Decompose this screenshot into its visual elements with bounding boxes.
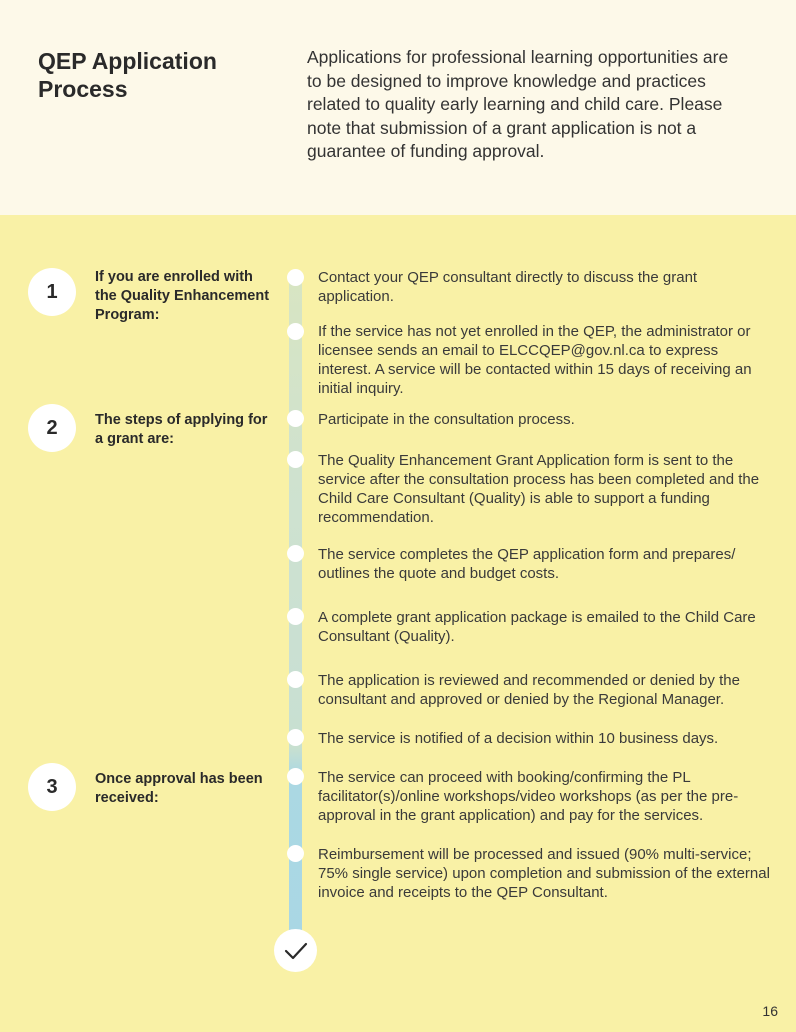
timeline-dot-icon: [287, 768, 304, 785]
step-3-number: 3: [46, 775, 58, 798]
timeline-dot-icon: [287, 545, 304, 562]
timeline-item: A complete grant application package is emailed to the Child Care Consultant (Quality).: [318, 609, 756, 645]
timeline-item: The service is notified of a decision within 10 business days.: [318, 730, 719, 747]
intro-paragraph: Applications for professional learning opportunities are to be designed to improve knowledge and practices related to quality early learning and child care. Please note that submission of a grant application is not a guarantee of funding approval.: [307, 47, 729, 161]
checkmark-icon: [284, 942, 308, 960]
timeline-item: The Quality Enhancement Grant Application form is sent to the service after the consultation process has been completed and the Child Care Consultant (Quality) is able to support a funding recommendation.: [318, 452, 760, 526]
timeline-item: Participate in the consultation process.: [318, 411, 575, 428]
page-number: 16: [762, 1003, 778, 1019]
timeline-dot-icon: [287, 845, 304, 862]
timeline-dot-icon: [287, 671, 304, 688]
page-title: QEP Application Process: [38, 48, 217, 102]
timeline-item: Reimbursement will be processed and issued (90% multi-service; 75% single service) upon completion and submission of the external invoice and receipts to the QEP Consultant.: [318, 846, 770, 901]
timeline-item: The service completes the QEP application form and prepares/ outlines the quote and budget costs.: [318, 546, 736, 582]
step-2-label: The steps of applying for a grant are:: [95, 412, 268, 447]
completion-circle: [274, 929, 317, 972]
timeline-dot-icon: [287, 410, 304, 427]
timeline-dot-icon: [287, 451, 304, 468]
timeline-item: If the service has not yet enrolled in the QEP, the administrator or licensee sends an email to ELCCQEP@gov.nl.ca to express interest. A service will be contacted within 15 days of receiving an initial inquiry.: [318, 323, 752, 397]
header-band: [0, 0, 796, 215]
step-3-circle: [28, 763, 76, 811]
timeline-dot-icon: [287, 608, 304, 625]
timeline-item: The service can proceed with booking/confirming the PL facilitator(s)/online workshops/video workshops (as per the pre-approval in the grant application) and pay for the services.: [318, 769, 739, 824]
step-1-label: If you are enrolled with the Quality Enhancement Program:: [95, 269, 270, 323]
step-2-circle: [28, 404, 76, 452]
timeline-dot-icon: [287, 269, 304, 286]
timeline-dot-icon: [287, 729, 304, 746]
step-3-label: Once approval has been received:: [95, 771, 263, 806]
timeline-item: Contact your QEP consultant directly to discuss the grant application.: [318, 269, 698, 305]
timeline-item: The application is reviewed and recommended or denied by the consultant and approved or denied by the Regional Manager.: [318, 672, 740, 708]
step-2-number: 2: [46, 416, 58, 439]
step-1-number: 1: [46, 280, 58, 303]
step-1-circle: [28, 268, 76, 316]
timeline-dot-icon: [287, 323, 304, 340]
